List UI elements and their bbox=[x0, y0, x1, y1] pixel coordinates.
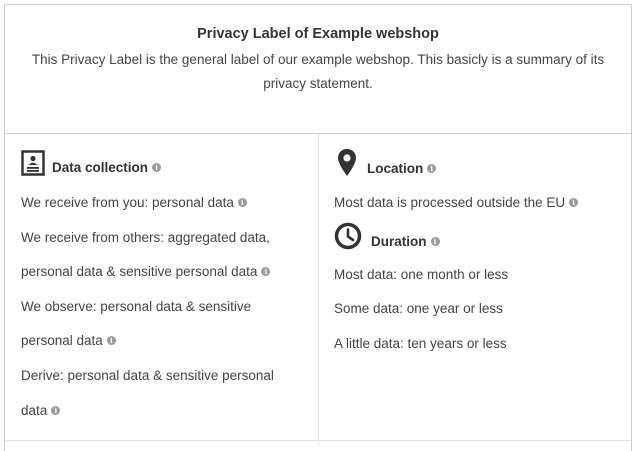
data-collection-heading bbox=[21, 150, 161, 176]
data-collection-line: personal data & sensitive personal data i bbox=[21, 264, 270, 279]
data-collection-column bbox=[5, 134, 319, 444]
clock-icon bbox=[334, 222, 362, 250]
info-icon[interactable]: i bbox=[51, 406, 60, 415]
duration-info-icon[interactable]: i bbox=[431, 237, 440, 246]
data-collection-line: personal data i bbox=[21, 333, 116, 348]
data-collection-line: We receive from you: personal data i bbox=[21, 195, 247, 210]
label-header bbox=[5, 5, 631, 134]
location-line: Most data is processed outside the EU i bbox=[334, 195, 578, 210]
data-collection-line: We observe: personal data & sensitive bbox=[21, 299, 252, 314]
location-info-icon[interactable]: i bbox=[427, 164, 436, 173]
duration-line: Some data: one year or less bbox=[334, 301, 503, 316]
data-collection-title: Data collection i bbox=[52, 160, 161, 175]
location-title: Location i bbox=[367, 161, 436, 176]
duration-line: Most data: one month or less bbox=[334, 267, 509, 282]
info-icon[interactable]: i bbox=[261, 267, 270, 276]
duration-line: A little data: ten years or less bbox=[334, 336, 507, 351]
label-description: This Privacy Label is the general label of our example webshop. This basicly is a summary of its privacy statement. bbox=[31, 52, 605, 91]
info-icon[interactable]: i bbox=[107, 336, 116, 345]
label-title: Privacy Label of Example webshop bbox=[197, 26, 439, 42]
data-collection-line: Derive: personal data & sensitive personal bbox=[21, 368, 274, 383]
info-icon[interactable]: i bbox=[238, 198, 247, 207]
data-collection-line: We receive from others: aggregated data, bbox=[21, 230, 270, 245]
data-collection-info-icon[interactable]: i bbox=[152, 163, 161, 172]
data-collection-line: data i bbox=[21, 403, 60, 418]
info-icon[interactable]: i bbox=[569, 198, 578, 207]
bottom-divider bbox=[5, 440, 631, 441]
duration-title: Duration i bbox=[371, 234, 440, 249]
map-pin-icon bbox=[337, 148, 357, 177]
location-duration-column bbox=[319, 134, 631, 444]
location-heading bbox=[337, 148, 436, 177]
duration-heading bbox=[334, 222, 440, 250]
document-icon bbox=[21, 150, 45, 176]
privacy-label bbox=[4, 4, 632, 451]
